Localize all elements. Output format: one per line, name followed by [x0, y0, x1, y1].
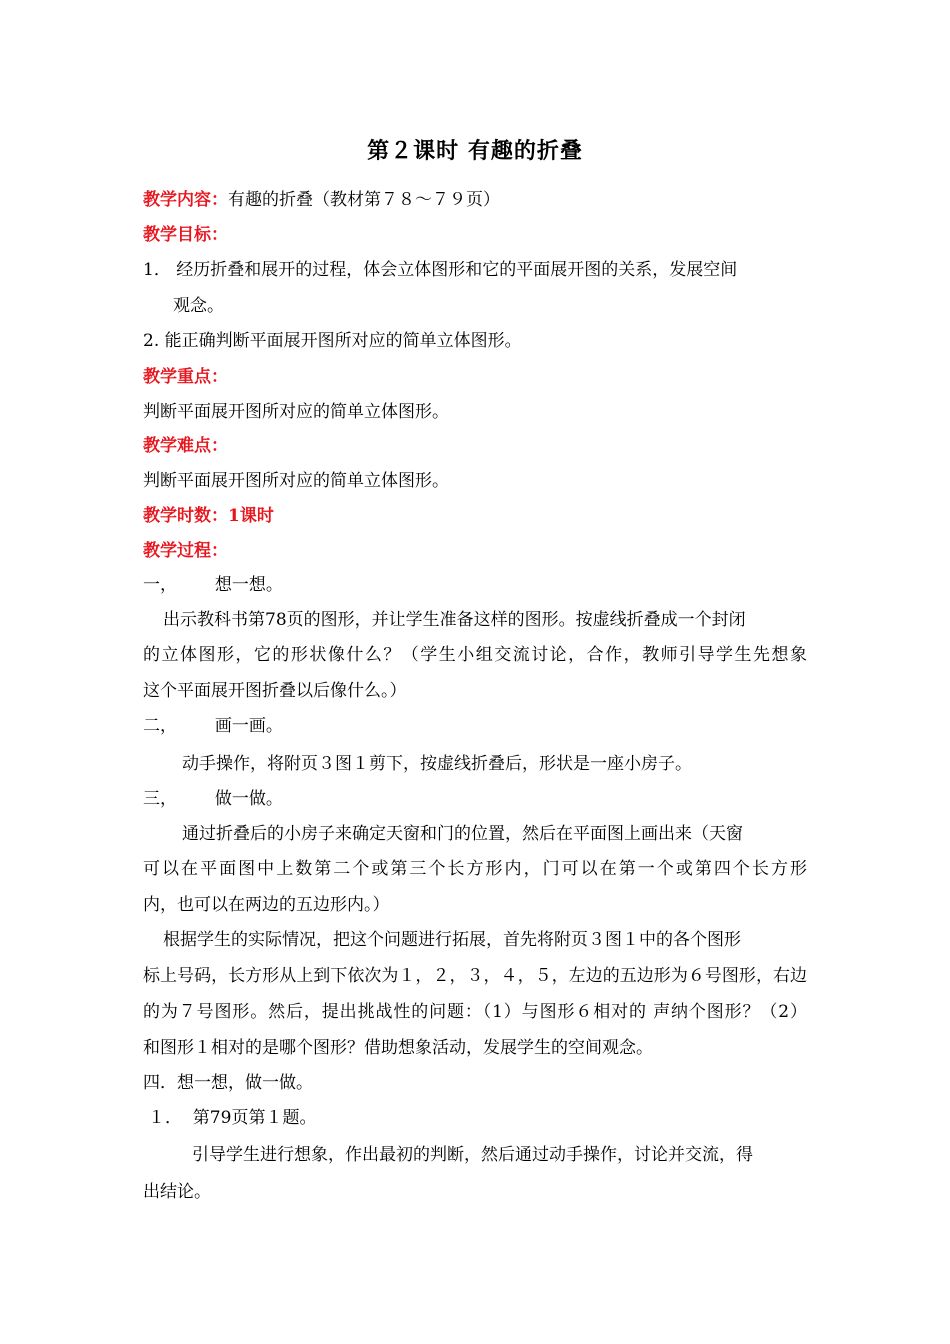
content-line [143, 188, 500, 212]
key-text: 判断平面展开图所对应的简单立体图形。 [143, 402, 449, 422]
difficulty-label: 教学难点： [143, 436, 228, 456]
hours-label: 教学时数：1课时 [143, 506, 274, 526]
goal-1-line-b: 观念。 [173, 296, 224, 316]
key-label: 教学重点： [143, 367, 228, 387]
section-3-para-line-5: 标上号码，长方形从上到下依次为１，２，３，４，５，左边的五边形为６号图形，右边 [143, 966, 807, 986]
section-3-para-line-7: 和图形１相对的是哪个图形？借助想象活动，发展学生的空间观念。 [143, 1038, 653, 1058]
content-label: 教学内容： [143, 190, 228, 210]
section-3-para-line-1: 通过折叠后的小房子来确定天窗和门的位置，然后在平面图上画出来（天窗 [182, 824, 743, 844]
section-3-para-line-3: 内，也可以在两边的五边形内。） [143, 895, 390, 915]
section-2-heading: 二， 画一画。 [143, 716, 283, 736]
section-1-para-line-3: 这个平面展开图折叠以后像什么。） [143, 681, 407, 701]
section-1-heading: 一， 想一想。 [143, 575, 283, 595]
section-3-para-line-4: 根据学生的实际情况，把这个问题进行拓展，首先将附页３图１中的各个图形 [163, 930, 741, 950]
section-3-heading: 三， 做一做。 [143, 789, 283, 809]
section-4-para-line-1: 引导学生进行想象，作出最初的判断，然后通过动手操作，讨论并交流，得 [192, 1145, 753, 1165]
section-1-para-line-2: 的立体图形，它的形状像什么？（学生小组交流讨论，合作，教师引导学生先想象 [143, 645, 807, 665]
section-4-item-1: １． 第79页第１题。 [148, 1108, 317, 1128]
content-text: 有趣的折叠（教材第７８～７９页） [228, 190, 500, 210]
difficulty-text: 判断平面展开图所对应的简单立体图形。 [143, 471, 449, 491]
goals-label: 教学目标： [143, 225, 228, 245]
page-title: 第２课时 有趣的折叠 [367, 138, 583, 164]
goal-1-line-a: 1． 经历折叠和展开的过程，体会立体图形和它的平面展开图的关系，发展空间 [143, 260, 738, 280]
section-1-para-line-1: 出示教科书第78页的图形，并让学生准备这样的图形。按虚线折叠成一个封闭 [163, 610, 746, 630]
section-3-para-line-2: 可以在平面图中上数第二个或第三个长方形内，门可以在第一个或第四个长方形 [143, 859, 807, 879]
section-4-para-line-2: 出结论。 [143, 1182, 211, 1202]
process-label: 教学过程： [143, 541, 228, 561]
section-2-para-line-1: 动手操作，将附页３图１剪下，按虚线折叠后，形状是一座小房子。 [182, 754, 692, 774]
section-3-para-line-6: 的为７号图形。然后，提出挑战性的问题：（1）与图形６相对的 声纳个图形？（2） [143, 1002, 807, 1022]
goal-2: 2. 能正确判断平面展开图所对应的简单立体图形。 [143, 331, 522, 351]
section-4-heading: 四．想一想，做一做。 [143, 1073, 313, 1093]
